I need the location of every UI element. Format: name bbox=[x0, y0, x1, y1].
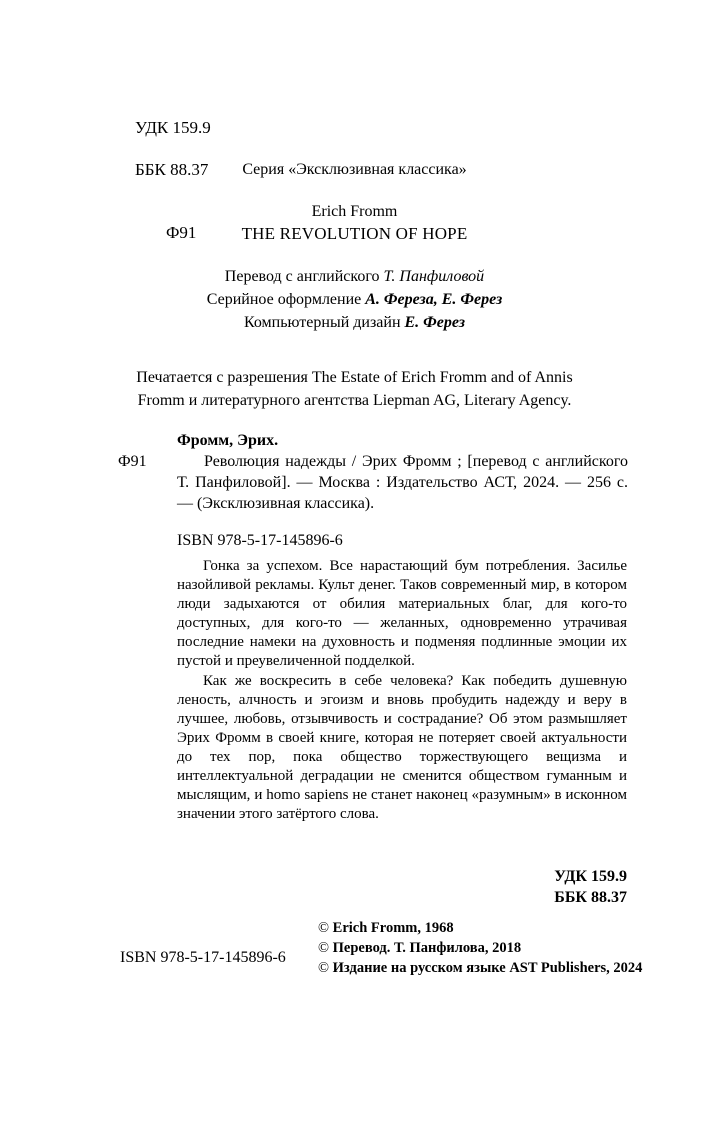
permission-line-1: Печатается с разрешения The Estate of Erich Fromm and of Annis bbox=[136, 369, 573, 386]
credit-series-design-name: А. Фереза, Е. Ферез bbox=[365, 291, 503, 308]
copyright-line-2-text: Перевод. Т. Панфилова, 2018 bbox=[332, 940, 522, 956]
credit-computer-design-label: Компьютерный дизайн bbox=[243, 314, 405, 331]
original-author: Erich Fromm bbox=[311, 203, 398, 220]
catalog-record-body bbox=[118, 451, 628, 514]
udk-code-bottom: УДК 159.9 bbox=[554, 868, 627, 885]
bbk-code-bottom: ББК 88.37 bbox=[554, 889, 627, 906]
annotation-paragraph-2-part-1: Как же воскресить в себе человека? Как победить душевную леность, алчность и эгоизм и вновь пробудить надежду и веру в лучшее, любовь, отзывчивость и сострадание? Об этом размышляет Эрих Фромм в своей книге, которая не потеряет своей актуальности до тех пор, пока общество торжествующего вещизма и интеллектуальной деградации не сменится обществом гуманным и мыслящим, и bbox=[177, 672, 627, 804]
catalog-author-sign: Ф91 bbox=[118, 453, 147, 470]
permission-line-2: Fromm и литературного агентства Liepman AG, Literary Agency. bbox=[137, 392, 572, 409]
annotation-paragraph-2 bbox=[177, 672, 627, 825]
udk-code-top: УДК 159.9 bbox=[135, 118, 211, 137]
permission-notice bbox=[0, 366, 709, 412]
isbn-footer: ISBN 978-5-17-145896-6 bbox=[120, 949, 286, 966]
copyright-line-1 bbox=[318, 918, 642, 938]
annotation-paragraph-1: Гонка за успехом. Все нарастающий бум потребления. Засилье назойливой рекламы. Культ денег. Таков современный мир, в котором люди задыхаются от обилия материальных благ, для кого-то доступных, для кого-то — желанных, одновременно утрачивая последние намеки на духовность и подменяя подлинные эмоции их пустой и преувеличенной подделкой. bbox=[177, 558, 627, 670]
copyright-line-1-text: Erich Fromm, 1968 bbox=[332, 920, 454, 936]
copyright-icon: © bbox=[318, 960, 330, 976]
isbn-record: ISBN 978-5-17-145896-6 bbox=[177, 532, 343, 549]
credit-translation-label: Перевод с английского bbox=[224, 268, 384, 285]
credit-translation-name: Т. Панфиловой bbox=[383, 268, 485, 285]
copyright-icon: © bbox=[318, 920, 330, 936]
original-title: THE REVOLUTION OF HOPE bbox=[241, 224, 468, 243]
classification-block-bottom bbox=[327, 866, 627, 908]
copyright-line-3-text: Издание на русском языке AST Publishers, 2024 bbox=[332, 960, 643, 976]
copyright-line-3 bbox=[318, 958, 642, 978]
author-sign-top: Ф91 bbox=[166, 223, 197, 242]
bbk-code-top: ББК 88.37 bbox=[135, 160, 209, 179]
catalog-record bbox=[118, 430, 628, 514]
series-line: Серия «Эксклюзивная классика» bbox=[242, 161, 467, 178]
copyright-lines bbox=[318, 918, 642, 978]
classification-block-top bbox=[118, 96, 318, 285]
catalog-record-text: Революция надежды / Эрих Фромм ; [перевод с английского Т. Панфиловой]. — Москва : Издательство АСТ, 2024. — 256 с. — (Эксклюзивная классика). bbox=[177, 453, 628, 512]
annotation-latin-term: homo sapiens bbox=[266, 787, 349, 804]
annotation-paragraph-2-part-2: не станет наконец «разумным» в исконном значении этого затёртого слова. bbox=[177, 787, 628, 823]
credit-computer-design bbox=[0, 311, 709, 334]
credits-block bbox=[0, 265, 709, 334]
credit-computer-design-name: Е. Ферез bbox=[404, 314, 466, 331]
credit-series-design bbox=[0, 288, 709, 311]
annotation-text bbox=[177, 557, 627, 824]
catalog-author-heading: Фромм, Эрих. bbox=[177, 432, 279, 449]
footer-block bbox=[118, 918, 643, 978]
copyright-line-2 bbox=[318, 938, 642, 958]
credit-translation bbox=[0, 265, 709, 288]
copyright-icon: © bbox=[318, 940, 330, 956]
credit-series-design-label: Серийное оформление bbox=[206, 291, 366, 308]
